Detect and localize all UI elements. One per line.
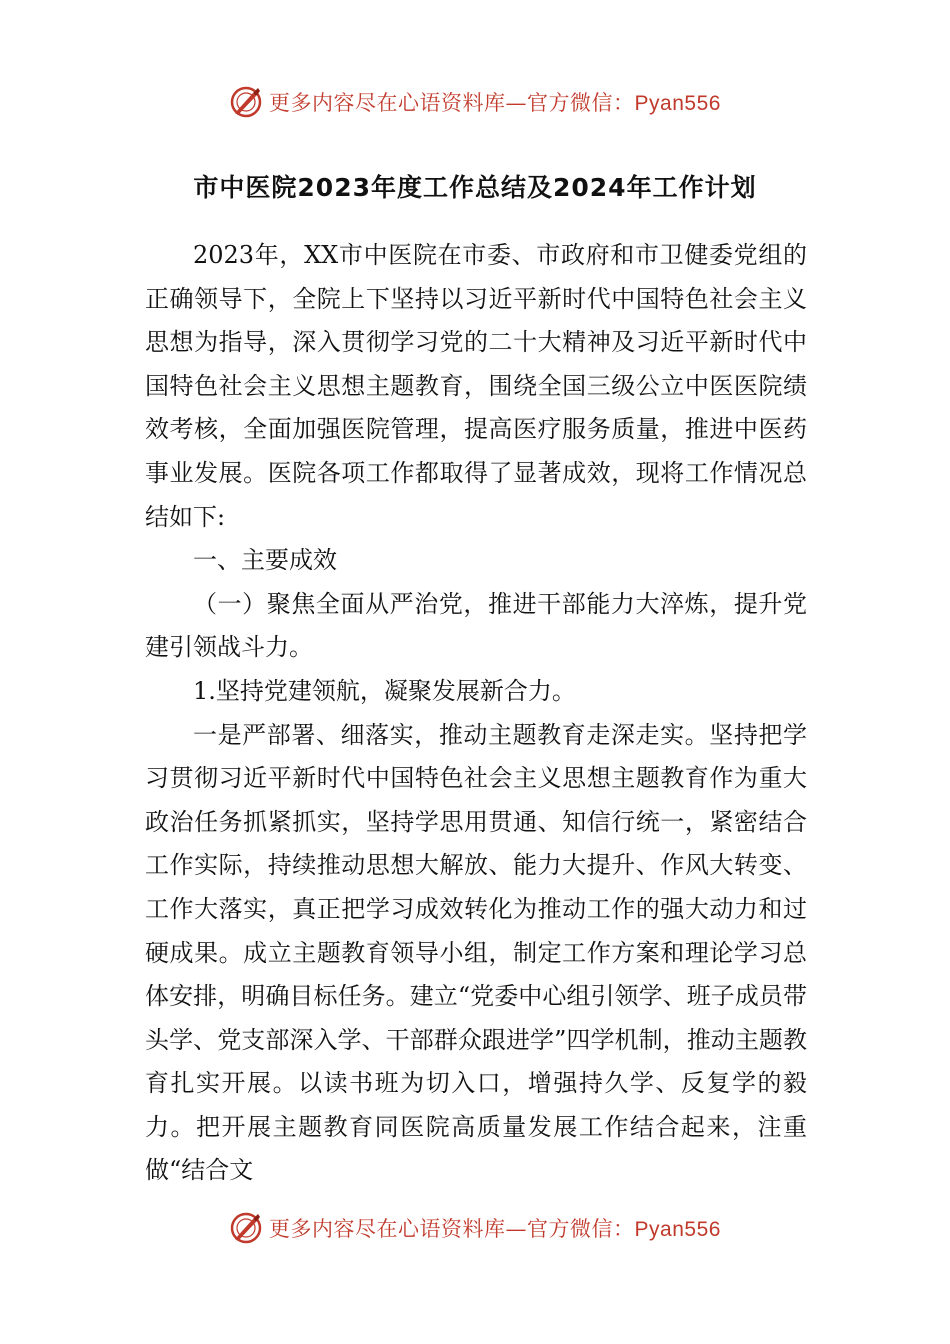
subheading-party-building: （一）聚焦全面从严治党，推进干部能力大淬炼，提升党建引领战斗力。 [145,589,807,662]
paragraph-intro: 2023年，XX市中医院在市委、市政府和市卫健委党组的正确领导下，全院上下坚持以习近平新时代中国特色社会主义思想为指导，深入贯彻学习党的二十大精神及习近平新时代中国特色社会主义思想主题教育，围绕全国三级公立中医医院绩效考核，全面加强医院管理，提高医疗服务质量，推进中医药事业发展。医院各项工作都取得了显著成效，现将工作情况总结如下: [145,241,807,531]
document-title: 市中医院2023年度工作总结及2024年工作计划 [193,173,757,202]
watermark-text: 更多内容尽在心语资料库—官方微信：Pyan556 [269,91,721,115]
document-body [145,234,807,1193]
subheading-item-1: 1.坚持党建领航，凝聚发展新合力。 [193,676,576,705]
watermark-text: 更多内容尽在心语资料库—官方微信：Pyan556 [269,1217,721,1241]
watermark-footer [0,1208,950,1248]
red-pen-circle-logo-icon [229,1211,263,1245]
paragraph-theme-education: 一是严部署、细落实，推动主题教育走深走实。坚持把学习贯彻习近平新时代中国特色社会主义思想主题教育作为重大政治任务抓紧抓实，坚持学思用贯通、知信行统一，紧密结合工作实际，持续推动思想大解放、能力大提升、作风大转变、工作大落实，真正把学习成效转化为推动工作的强大动力和过硬成果。成立主题教育领导小组，制定工作方案和理论学习总体安排，明确目标任务。建立“党委中心组引领学、班子成员带头学、党支部深入学、干部群众跟进学”四学机制，推动主题教育扎实开展。以读书班为切入口，增强持久学、反复学的毅力。把开展主题教育同医院高质量发展工作结合起来，注重做“结合文 [145,720,807,1185]
heading-main-results: 一、主要成效 [193,546,337,575]
red-pen-circle-logo-icon [229,85,263,119]
watermark-header [0,82,950,122]
